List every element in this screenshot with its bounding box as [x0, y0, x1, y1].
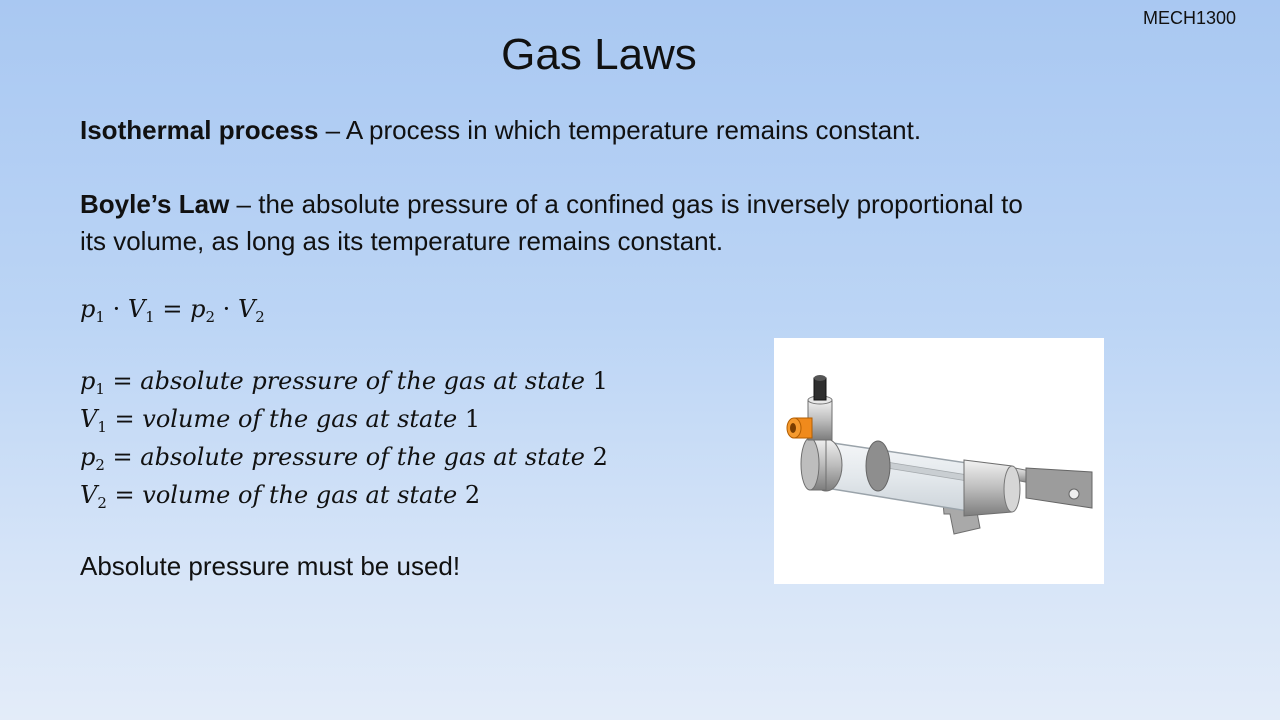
absolute-pressure-note: Absolute pressure must be used!	[80, 551, 461, 581]
isothermal-definition: – A process in which temperature remains constant.	[318, 115, 922, 145]
slide-title: Gas Laws	[501, 30, 697, 79]
course-code: MECH1300	[1142, 8, 1236, 28]
definition-p2: $p_2$ = absolute pressure of the gas at state 2	[80, 443, 608, 474]
isothermal-term: Isothermal process	[80, 115, 319, 145]
pneumatic-cylinder-image	[774, 338, 1104, 584]
boyle-paragraph	[80, 186, 1040, 260]
boyle-definition: – the absolute pressure of a confined gas is inversely proportional to its volume, as long as its temperature remains constant.	[80, 189, 1023, 256]
boyle-term: Boyle’s Law	[80, 189, 230, 219]
definition-v2: $V_2$ = volume of the gas at state 2	[80, 481, 481, 512]
definition-v1: $V_1$ = volume of the gas at state 1	[80, 405, 481, 436]
definition-p1: $p_1$ = absolute pressure of the gas at state 1	[80, 367, 608, 398]
isothermal-paragraph	[80, 112, 1040, 149]
pneumatic-cylinder-icon	[774, 338, 1104, 584]
boyle-equation: $p_1 \cdot V_1 = p_2 \cdot V_2$	[80, 295, 265, 326]
